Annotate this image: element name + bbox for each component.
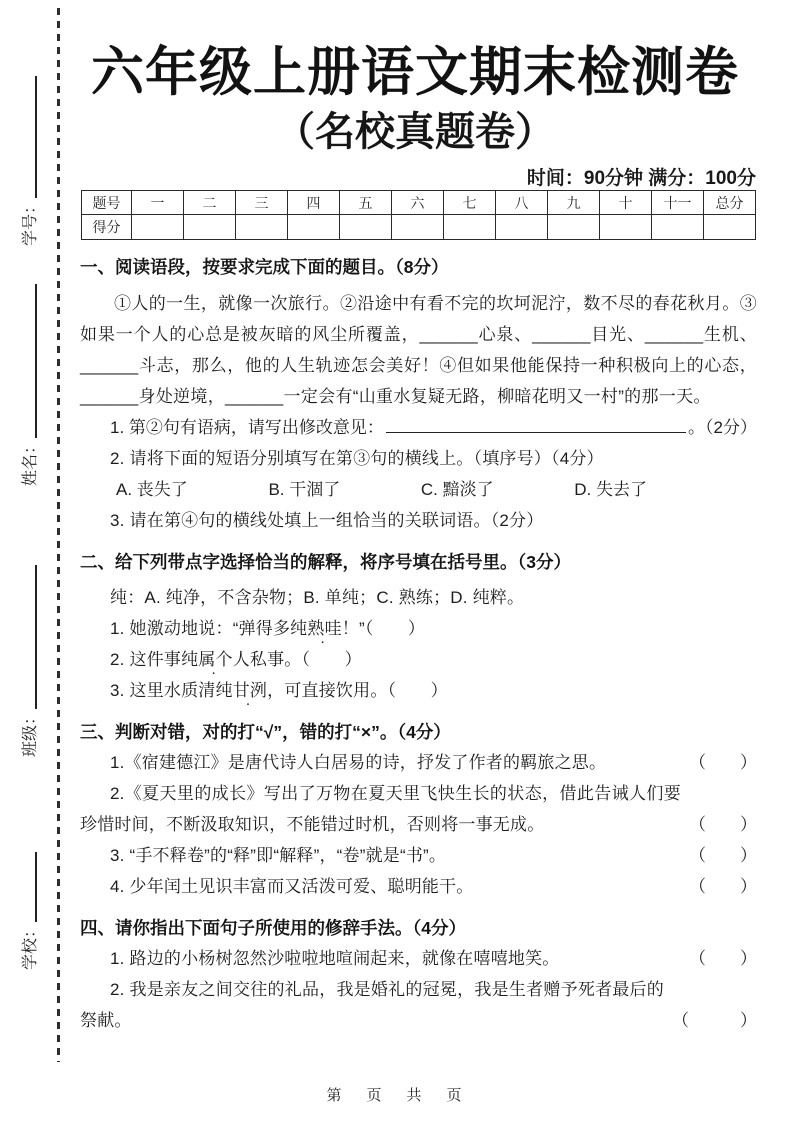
- question-label: 1. 第②句有语病，请写出修改意见：: [110, 418, 384, 437]
- fold-dash-line: [57, 8, 60, 1062]
- score-cell-empty: [600, 215, 652, 240]
- score-cell-empty: [132, 215, 184, 240]
- question-1-2: 2. 请将下面的短语分别填写在第③句的横线上。（填序号）（4分）: [110, 449, 604, 468]
- score-table-header-cell: 五: [340, 191, 392, 215]
- page-footer: 第 页 共 页: [326, 1087, 467, 1104]
- margin-field-class: [16, 565, 40, 757]
- score-cell-empty: [392, 215, 444, 240]
- score-table-header-cell: 一: [132, 191, 184, 215]
- score-cell-empty: [236, 215, 288, 240]
- question-1-1: [80, 412, 757, 443]
- answer-blank-line: [386, 416, 686, 433]
- score-table-header-cell: 六: [392, 191, 444, 215]
- score-cell-empty: [340, 215, 392, 240]
- margin-field-student-number: [16, 76, 40, 246]
- score-table-header-cell: 七: [444, 191, 496, 215]
- section-4: [80, 913, 757, 1036]
- margin-field-name: [16, 284, 40, 486]
- question-text: 1. 路边的小杨树忽然沙啦啦地喧闹起来，就像在嘻嘻地笑。: [110, 949, 560, 968]
- score-table-score-row: [82, 215, 756, 240]
- section-4-heading: 四、请你指出下面句子所使用的修辞手法。（4分）: [80, 918, 466, 938]
- margin-field-label: 学校：: [22, 921, 39, 970]
- exam-content: [80, 252, 757, 1047]
- score-row-label: 得分: [82, 215, 132, 240]
- question-3-2: [80, 778, 757, 840]
- question-4-2: [80, 974, 757, 1036]
- score-table: [81, 190, 756, 240]
- score-cell-empty: [548, 215, 600, 240]
- question-2-2: [80, 644, 757, 675]
- section-1-passage: ①人的一生，就像一次旅行。②沿途中有看不完的坎坷泥泞，数不尽的春花秋月。③如果一个人的心总是被灰暗的风尘所覆盖，______心泉、______目光、______生机、______斗志，那么，他的人生轨迹怎会美好！④但如果他能保持一种积极向上的心态，______身处逆境，______一定会有“山重水复疑无路，柳暗花明又一村”的那一天。: [80, 294, 757, 406]
- score-table-header-cell: 三: [236, 191, 288, 215]
- sentence-post: 甘洌，可直接饮用。（ ）: [232, 681, 448, 700]
- dotted-character: 纯: [181, 650, 199, 669]
- score-table-header-cell: 四: [288, 191, 340, 215]
- question-3-3: [80, 840, 757, 871]
- score-cell-empty: [496, 215, 548, 240]
- score-table-header-cell: 二: [184, 191, 236, 215]
- time-score-meta: 时间：90分钟 满分：100分: [526, 168, 756, 189]
- section-3: [80, 717, 757, 902]
- question-2-1: [80, 613, 757, 644]
- sentence-post: 熟哇！”（ ）: [307, 619, 426, 638]
- score-table-header-cell: 题号: [82, 191, 132, 215]
- question-3-4: [80, 871, 757, 902]
- margin-field-label: 姓名：: [22, 437, 39, 486]
- answer-bracket: （ ）: [689, 949, 757, 968]
- score-table-header-cell: 总分: [704, 191, 756, 215]
- dotted-character: 纯: [215, 681, 233, 700]
- sentence-post: 属个人私事。（ ）: [198, 650, 362, 669]
- option-d: D. 失去了: [574, 480, 647, 499]
- question-text: 2. 我是亲友之间交往的礼品，我是婚礼的冠冕，我是生者赠予死者最后的祭献。: [80, 980, 664, 1030]
- score-table-header-cell: 九: [548, 191, 600, 215]
- section-1-heading: 一、阅读语段，按要求完成下面的题目。（8分）: [80, 257, 449, 277]
- score-cell-empty: [184, 215, 236, 240]
- question-3-1: [80, 747, 757, 778]
- question-1-2-options: [80, 474, 757, 505]
- section-2-gloss: 纯：A. 纯净，不含杂物；B. 单纯；C. 熟练；D. 纯粹。: [110, 588, 525, 607]
- fill-in-line: [35, 76, 37, 198]
- fill-in-line: [35, 852, 37, 922]
- question-4-1: [80, 943, 757, 974]
- answer-bracket: （ ）: [689, 753, 757, 772]
- question-text: 3. “手不释卷”的“释”即“解释”，“卷”就是“书”。: [110, 846, 447, 865]
- margin-field-label: 班级：: [22, 708, 39, 757]
- score-table-header-cell: 十一: [652, 191, 704, 215]
- question-text: 2.《夏天里的成长》写出了万物在夏天里飞快生长的状态，借此告诫人们要珍惜时间，不断汲取知识，不能错过时机，否则将一事无成。: [80, 784, 681, 834]
- fill-in-line: [35, 284, 37, 438]
- score-cell-empty: [288, 215, 340, 240]
- answer-bracket: （ ）: [689, 815, 757, 834]
- section-3-heading: 三、判断对错，对的打“√”，错的打“×”。（4分）: [80, 722, 451, 742]
- page-subtitle: （名校真题卷）: [275, 110, 555, 154]
- score-table-header-row: [82, 191, 756, 215]
- answer-bracket: （ ）: [689, 877, 757, 896]
- answer-bracket: （ ）: [672, 1011, 757, 1030]
- sentence-pre: 1. 她激动地说：“弹得多: [110, 619, 291, 638]
- question-text: 1.《宿建德江》是唐代诗人白居易的诗，抒发了作者的羁旅之思。: [110, 753, 607, 772]
- section-2-heading: 二、给下列带点字选择恰当的解释，将序号填在括号里。（3分）: [80, 552, 571, 572]
- fill-in-line: [35, 565, 37, 709]
- sentence-pre: 2. 这件事: [110, 650, 182, 669]
- margin-field-school: [16, 852, 40, 970]
- dotted-character: 纯: [290, 619, 308, 638]
- score-table-header-cell: 十: [600, 191, 652, 215]
- option-c: C. 黯淡了: [420, 480, 494, 499]
- margin-field-label: 学号：: [22, 197, 39, 246]
- option-a: A. 丧失了: [116, 480, 188, 499]
- page-title: 六年级上册语文期末检测卷: [91, 43, 739, 102]
- question-1-3: 3. 请在第④句的横线处填上一组恰当的关联词语。（2分）: [110, 511, 544, 530]
- question-text: 4. 少年闰土见识丰富而又活泼可爱、聪明能干。: [110, 877, 474, 896]
- score-cell-empty: [652, 215, 704, 240]
- section-2: [80, 547, 757, 706]
- sentence-pre: 3. 这里水质清: [110, 681, 216, 700]
- section-1: [80, 252, 757, 536]
- question-points: 。（2分）: [688, 418, 757, 437]
- score-cell-empty: [444, 215, 496, 240]
- answer-bracket: （ ）: [689, 846, 757, 865]
- score-table-header-cell: 八: [496, 191, 548, 215]
- option-b: B. 干涸了: [268, 480, 341, 499]
- score-cell-empty: [704, 215, 756, 240]
